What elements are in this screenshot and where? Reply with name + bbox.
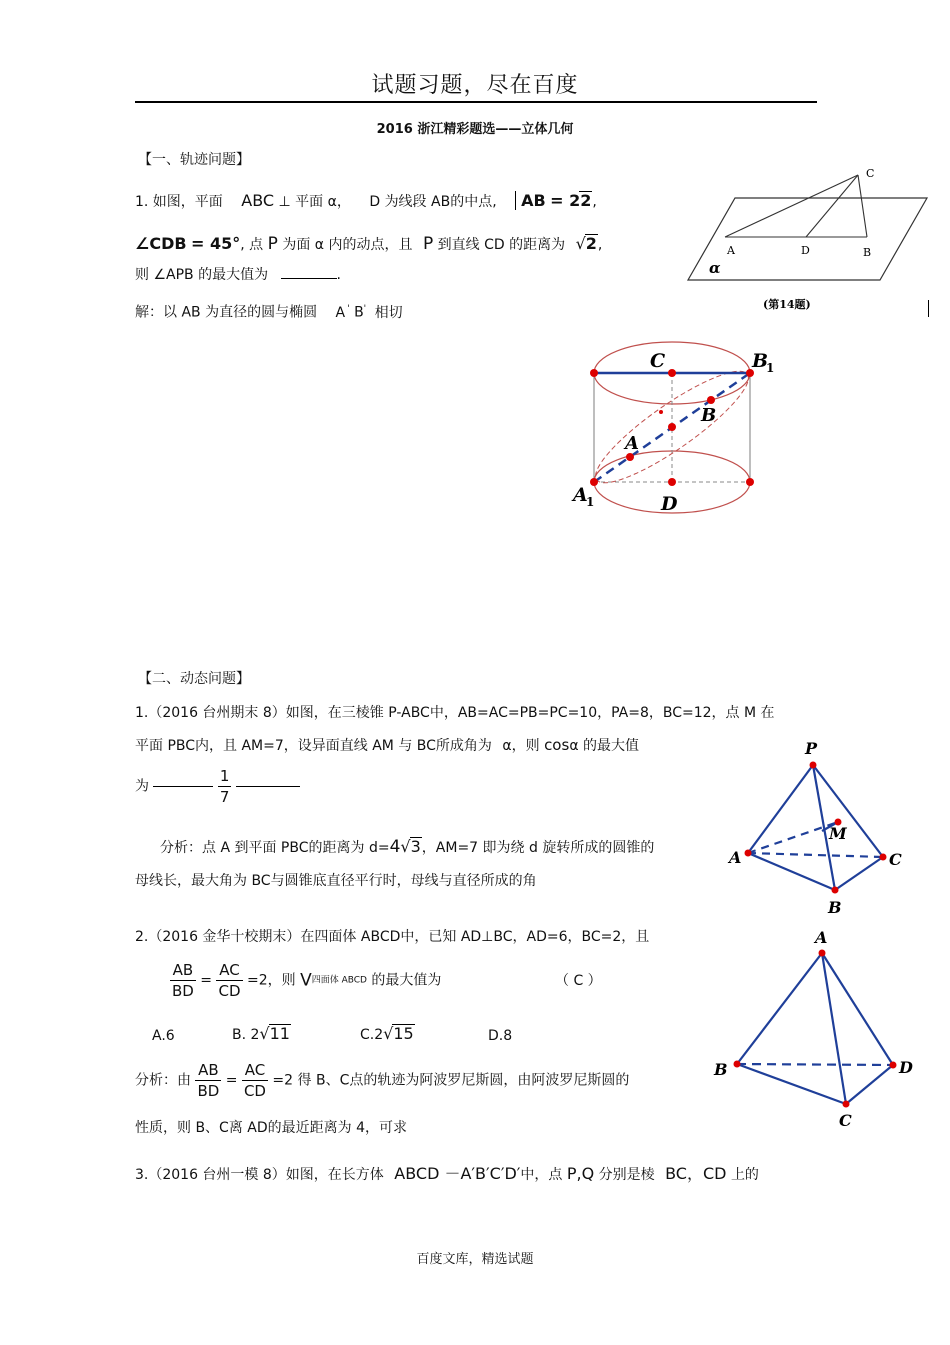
s2-q1-answer-fraction: $\frac{1}{7}$ xyxy=(219,767,230,806)
pabc-label-p: P xyxy=(805,739,818,758)
figure-cylinder xyxy=(570,335,790,520)
figure-tetrahedron-abcd xyxy=(705,928,925,1133)
cyl-label-a: A xyxy=(625,433,639,454)
s1-q1-line3: 则 ∠APB 的最大值为 . xyxy=(135,267,341,283)
s2-q2-option-d: D.8 xyxy=(488,1028,513,1044)
cyl-label-b: B xyxy=(701,405,717,426)
s2-q2-option-b: B. 2√11 xyxy=(232,1024,290,1043)
cyl-label-c: C xyxy=(650,350,666,372)
abcd-label-b: B xyxy=(714,1060,728,1079)
answer-blank xyxy=(281,278,337,279)
section1-heading: 【一、轨迹问题】 xyxy=(138,152,250,168)
s2-q1-line1: 1.（2016 台州期末 8）如图，在三棱锥 P-ABC中，AB=AC=PB=PC=10，PA=8，BC=12，点 M 在 xyxy=(135,705,775,721)
s2-q2-line1: 2.（2016 金华十校期末）在四面体 ABCD中，已知 AD⊥BC，AD=6，BC=2，且 xyxy=(135,929,650,945)
cyl-label-b1-sub: 1 xyxy=(766,361,775,375)
abcd-label-a: A xyxy=(815,928,828,947)
page-footer: 百度文库，精选试题 xyxy=(416,1252,534,1267)
s1-q1-line1: 1. 如图，平面 ABC ⊥ 平面 α， D 为线段 AB的中点, AB = 22, xyxy=(135,191,597,210)
s2-q1-line2: 平面 PBC内，且 AM=7，设异面直线 AM 与 BC所成角为 α，则 cosα 的最大值 xyxy=(135,736,639,754)
figure-14-plane xyxy=(685,163,930,318)
fig14-caption: (第14题) xyxy=(763,298,811,311)
s1-q1-line2: ∠CDB = 45°, 点 P 为面 α 内的动点，且 P 到直线 CD 的距离为 √2, xyxy=(135,234,603,254)
fig14-label-b: B xyxy=(863,246,872,259)
fig14-label-a: A xyxy=(727,244,735,257)
cyl-label-a1-sub: 1 xyxy=(586,495,595,509)
figure-pyramid-pabc xyxy=(720,735,910,920)
s2-q2-choice: （ C ） xyxy=(555,973,602,989)
s2-q2-option-a: A.6 xyxy=(152,1028,175,1044)
s2-q1-analysis-line2: 母线长，最大角为 BC与圆锥底直径平行时，母线与直径所成的角 xyxy=(135,873,537,889)
abcd-label-c: C xyxy=(839,1111,852,1130)
fig14-label-d: D xyxy=(801,244,810,257)
s2-q2-analysis-line2: 性质，则 B、C离 AD的最近距离为 4，可求 xyxy=(135,1120,407,1136)
document-title: 2016 浙江精彩题选——立体几何 xyxy=(376,122,574,137)
cyl-label-d: D xyxy=(661,493,678,515)
s2-q1-answer-line: 为 $\frac{1}{7}$ xyxy=(135,766,300,807)
cyl-label-b1: B xyxy=(752,350,769,372)
pabc-label-a: A xyxy=(729,848,742,867)
s2-q2-option-c: C.2√15 xyxy=(360,1024,414,1043)
pabc-label-c: C xyxy=(889,850,902,869)
s2-q2-line2: $\frac{AB}{BD}$ = $\frac{AC}{CD}$ =2，则 V四面体 ABCD 的最大值为 xyxy=(172,961,442,1000)
s2-q1-analysis-line1: 分析：点 A 到平面 PBC的距离为 d=4√3，AM=7 即为绕 d 旋转所成的圆锥的 xyxy=(160,837,655,857)
page-header-title: 试题习题，尽在百度 xyxy=(371,73,579,98)
s1-q1-solution: 解：以 AB 为直径的圆与椭圆 A ' B' 相切 xyxy=(135,304,403,321)
pabc-label-b: B xyxy=(828,898,842,917)
margin-mark xyxy=(928,300,929,317)
header-divider xyxy=(135,101,817,103)
fig14-label-alpha: α xyxy=(709,259,721,277)
s2-q2-analysis-line1: 分析：由 $\frac{AB}{BD}$ = $\frac{AC}{CD}$ =2 得 B、C点的轨迹为阿波罗尼斯圆，由阿波罗尼斯圆的 xyxy=(135,1061,630,1100)
abcd-label-d: D xyxy=(899,1058,913,1077)
fig14-label-c: C xyxy=(866,167,875,180)
cyl-label-a1: A xyxy=(573,484,588,506)
section2-heading: 【二、动态问题】 xyxy=(138,671,250,687)
s2-q3-line1: 3.（2016 台州一模 8）如图，在长方体 ABCD －A′B′C′D′中，点 P,Q 分别是棱 BC，CD 上的 xyxy=(135,1164,759,1183)
pabc-label-m: M xyxy=(829,824,847,843)
